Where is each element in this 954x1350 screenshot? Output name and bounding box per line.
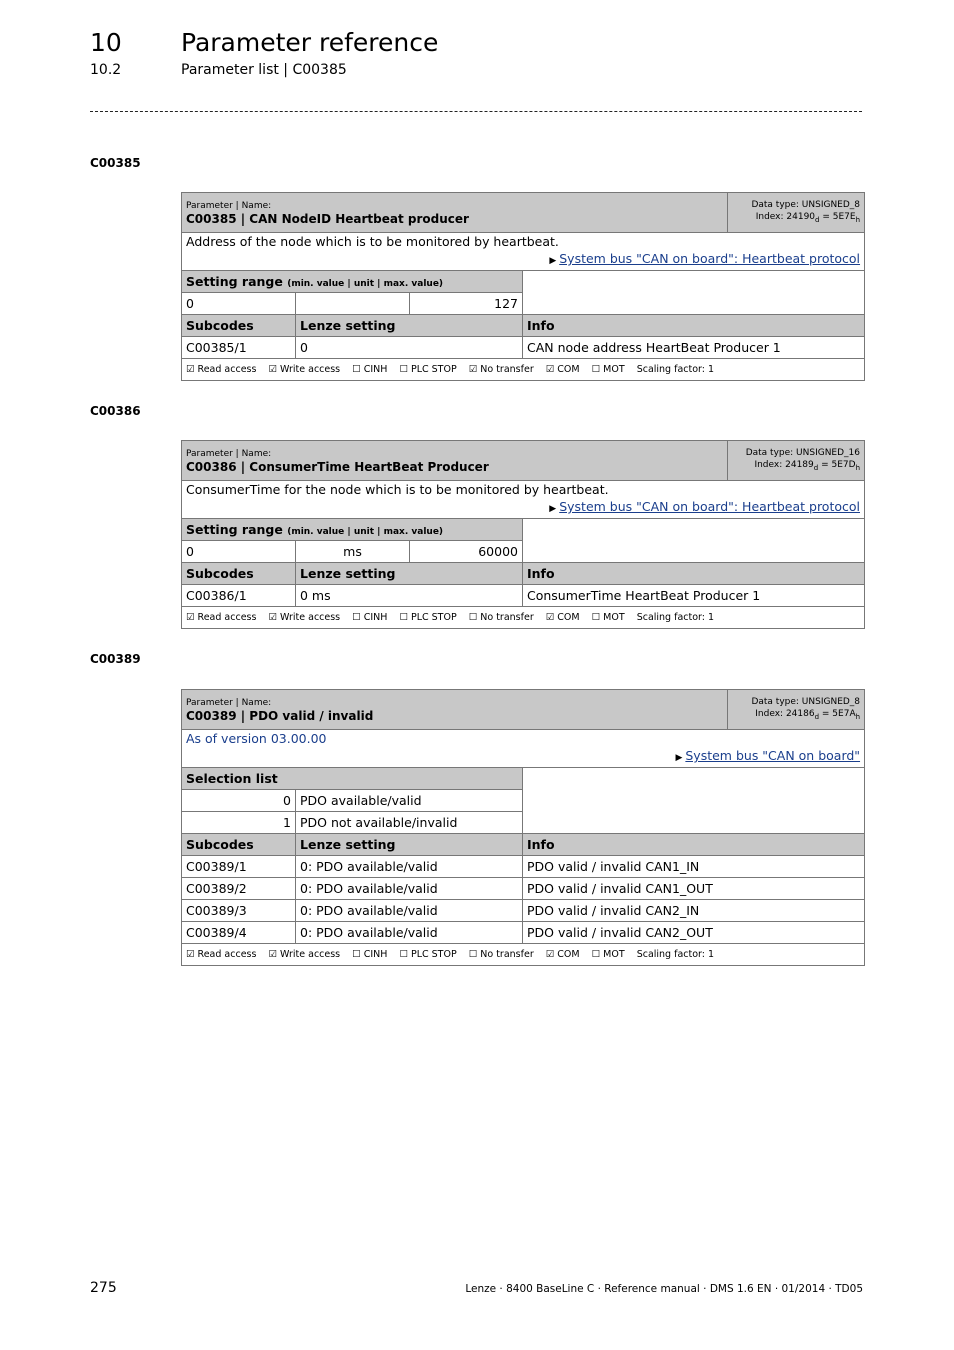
access-flags bbox=[182, 944, 865, 966]
param-table-c00385 bbox=[181, 192, 865, 381]
lenze-setting-header: Lenze setting bbox=[296, 834, 523, 856]
index-dec-suffix: d bbox=[815, 215, 820, 224]
setting-range-hint: (min. value | unit | max. value) bbox=[287, 279, 444, 289]
flag-mot: ☐ MOT bbox=[591, 364, 625, 375]
param-table-c00389 bbox=[181, 689, 865, 966]
flag-cinh: ☐ CINH bbox=[352, 949, 388, 960]
subcode-info: CAN node address HeartBeat Producer 1 bbox=[523, 337, 865, 359]
flag-cinh: ☐ CINH bbox=[352, 612, 388, 623]
flag-no-transfer: ☐ No transfer bbox=[468, 612, 534, 623]
index-label: Index: bbox=[755, 212, 787, 223]
scaling-factor: Scaling factor: 1 bbox=[636, 364, 715, 375]
index-hex: = 5E7E bbox=[819, 212, 856, 223]
flag-mot: ☐ MOT bbox=[591, 949, 625, 960]
subcode: C00385/1 bbox=[182, 337, 296, 359]
param-type-info bbox=[728, 441, 865, 481]
link-arrow-icon: ▶ bbox=[549, 256, 557, 266]
param-description-cell bbox=[182, 481, 865, 519]
flag-com: ☑ COM bbox=[545, 612, 580, 623]
flag-write-access: ☑ Write access bbox=[268, 364, 341, 375]
index-hex-suffix: h bbox=[855, 215, 861, 224]
selection-list-header: Selection list bbox=[182, 768, 523, 790]
param-type-info bbox=[728, 690, 865, 730]
range-unit bbox=[296, 293, 410, 315]
empty-cell bbox=[523, 768, 865, 834]
setting-range-label: Setting range bbox=[186, 274, 283, 289]
header-divider bbox=[90, 111, 862, 112]
flag-cinh: ☐ CINH bbox=[352, 364, 388, 375]
range-unit: ms bbox=[296, 541, 410, 563]
footer-doc-info: Lenze · 8400 BaseLine C · Reference manual · DMS 1.6 EN · 01/2014 · TD05 bbox=[465, 1283, 863, 1295]
flag-com: ☑ COM bbox=[545, 949, 580, 960]
lenze-setting-header: Lenze setting bbox=[296, 315, 523, 337]
subcodes-header: Subcodes bbox=[182, 834, 296, 856]
info-header: Info bbox=[523, 563, 865, 585]
selection-text: PDO available/valid bbox=[296, 790, 523, 812]
index-label: Index: bbox=[755, 709, 786, 720]
lenze-setting-header: Lenze setting bbox=[296, 563, 523, 585]
subcode: C00389/1 bbox=[182, 856, 296, 878]
index-dec-suffix: d bbox=[814, 712, 820, 721]
param-name-label: Parameter | Name: bbox=[186, 697, 272, 708]
param-description-cell bbox=[182, 730, 865, 768]
subcode-info: ConsumerTime HeartBeat Producer 1 bbox=[523, 585, 865, 607]
index-hex: = 5E7D bbox=[818, 460, 856, 471]
selection-value: 1 bbox=[182, 812, 296, 834]
flag-write-access: ☑ Write access bbox=[268, 949, 341, 960]
subcode-info: PDO valid / invalid CAN1_IN bbox=[523, 856, 865, 878]
table-row bbox=[182, 878, 865, 900]
subcode: C00389/3 bbox=[182, 900, 296, 922]
data-type: Data type: UNSIGNED_16 bbox=[745, 448, 860, 459]
chapter-title: Parameter reference bbox=[181, 28, 439, 57]
flag-read-access: ☑ Read access bbox=[186, 364, 257, 375]
index-hex-suffix: h bbox=[855, 463, 860, 472]
range-min: 0 bbox=[182, 293, 296, 315]
link-arrow-icon: ▶ bbox=[675, 753, 683, 763]
lenze-setting: 0: PDO available/valid bbox=[296, 900, 523, 922]
subcode-info: PDO valid / invalid CAN2_IN bbox=[523, 900, 865, 922]
cross-reference-link[interactable]: System bus "CAN on board" bbox=[685, 748, 861, 763]
index-hex-suffix: h bbox=[855, 712, 861, 721]
param-description: Address of the node which is to be monitored by heartbeat. bbox=[186, 234, 559, 249]
param-table-c00386 bbox=[181, 440, 865, 629]
table-row bbox=[182, 337, 865, 359]
info-header: Info bbox=[523, 315, 865, 337]
subcode-info: PDO valid / invalid CAN2_OUT bbox=[523, 922, 865, 944]
setting-range-header bbox=[182, 271, 523, 293]
empty-cell bbox=[523, 519, 865, 563]
param-name: C00386 | ConsumerTime HeartBeat Producer bbox=[186, 459, 489, 474]
flag-no-transfer: ☑ No transfer bbox=[468, 364, 534, 375]
section-title: Parameter list | C00385 bbox=[181, 62, 347, 78]
table-row bbox=[182, 856, 865, 878]
param-heading-c00389: C00389 bbox=[90, 652, 141, 666]
section-number: 10.2 bbox=[90, 62, 122, 78]
param-description-cell bbox=[182, 233, 865, 271]
param-name: C00385 | CAN NodeID Heartbeat producer bbox=[186, 211, 469, 226]
subcode: C00386/1 bbox=[182, 585, 296, 607]
param-description: ConsumerTime for the node which is to be monitored by heartbeat. bbox=[186, 482, 609, 497]
index-dec: 24190 bbox=[786, 212, 816, 223]
table-row bbox=[182, 900, 865, 922]
setting-range-hint: (min. value | unit | max. value) bbox=[287, 527, 444, 537]
data-type: Data type: UNSIGNED_8 bbox=[751, 697, 861, 708]
param-header bbox=[182, 690, 728, 730]
access-flags bbox=[182, 607, 865, 629]
flag-plc-stop: ☐ PLC STOP bbox=[399, 364, 457, 375]
subcode-info: PDO valid / invalid CAN1_OUT bbox=[523, 878, 865, 900]
subcode: C00389/4 bbox=[182, 922, 296, 944]
param-header bbox=[182, 441, 728, 481]
info-header: Info bbox=[523, 834, 865, 856]
lenze-setting: 0 bbox=[296, 337, 523, 359]
index-hex: = 5E7A bbox=[819, 709, 856, 720]
flag-plc-stop: ☐ PLC STOP bbox=[399, 949, 457, 960]
setting-range-header bbox=[182, 519, 523, 541]
flag-read-access: ☑ Read access bbox=[186, 612, 257, 623]
flag-com: ☑ COM bbox=[545, 364, 580, 375]
selection-text: PDO not available/invalid bbox=[296, 812, 523, 834]
subcode: C00389/2 bbox=[182, 878, 296, 900]
version-note: As of version 03.00.00 bbox=[186, 731, 327, 746]
flag-write-access: ☑ Write access bbox=[268, 612, 341, 623]
index-dec: 24186 bbox=[785, 709, 815, 720]
subcodes-header: Subcodes bbox=[182, 563, 296, 585]
param-name-label: Parameter | Name: bbox=[186, 448, 272, 459]
range-max: 60000 bbox=[410, 541, 523, 563]
scaling-factor: Scaling factor: 1 bbox=[636, 612, 715, 623]
param-heading-c00386: C00386 bbox=[90, 404, 141, 418]
lenze-setting: 0: PDO available/valid bbox=[296, 922, 523, 944]
link-arrow-icon: ▶ bbox=[549, 504, 557, 514]
cross-reference-link[interactable]: System bus "CAN on board": Heartbeat protocol bbox=[559, 499, 860, 514]
param-header bbox=[182, 193, 728, 233]
flag-read-access: ☑ Read access bbox=[186, 949, 257, 960]
cross-reference-link[interactable]: System bus "CAN on board": Heartbeat protocol bbox=[559, 251, 861, 266]
range-max: 127 bbox=[410, 293, 523, 315]
table-row bbox=[182, 922, 865, 944]
range-min: 0 bbox=[182, 541, 296, 563]
subcodes-header: Subcodes bbox=[182, 315, 296, 337]
param-name-label: Parameter | Name: bbox=[186, 200, 272, 211]
page-number: 275 bbox=[90, 1280, 117, 1296]
scaling-factor: Scaling factor: 1 bbox=[636, 949, 715, 960]
table-row bbox=[182, 585, 865, 607]
data-type: Data type: UNSIGNED_8 bbox=[751, 200, 861, 211]
chapter-number: 10 bbox=[90, 28, 122, 57]
flag-plc-stop: ☐ PLC STOP bbox=[399, 612, 457, 623]
lenze-setting: 0 ms bbox=[296, 585, 523, 607]
param-heading-c00385: C00385 bbox=[90, 156, 141, 170]
access-flags bbox=[182, 359, 865, 381]
lenze-setting: 0: PDO available/valid bbox=[296, 856, 523, 878]
setting-range-label: Setting range bbox=[186, 522, 283, 537]
flag-no-transfer: ☐ No transfer bbox=[468, 949, 534, 960]
lenze-setting: 0: PDO available/valid bbox=[296, 878, 523, 900]
param-type-info bbox=[728, 193, 865, 233]
flag-mot: ☐ MOT bbox=[591, 612, 625, 623]
index-dec: 24189 bbox=[785, 460, 814, 471]
index-dec-suffix: d bbox=[813, 463, 819, 472]
param-name: C00389 | PDO valid / invalid bbox=[186, 708, 374, 723]
index-label: Index: bbox=[754, 460, 786, 471]
selection-value: 0 bbox=[182, 790, 296, 812]
empty-cell bbox=[523, 271, 865, 315]
